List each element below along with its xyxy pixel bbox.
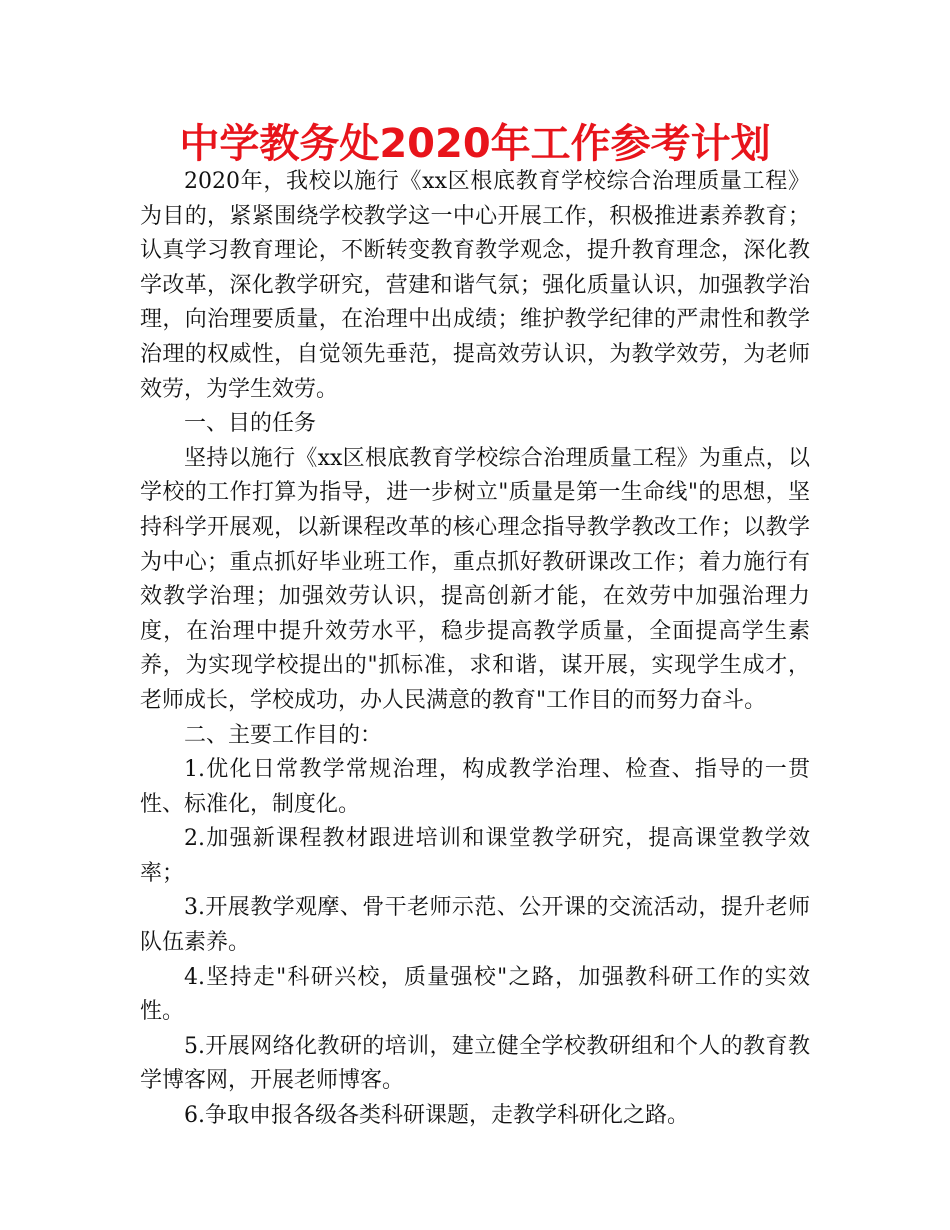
intro-paragraph: 2020年，我校以施行《xx区根底教育学校综合治理质量工程》为目的，紧紧围绕学校教学这一中心开展工作，积极推进素养教育；认真学习教育理论，不断转变教育教学观念，提升教育理念，深化教学改革，深化教学研究，营建和谐气氛；强化质量认识，加强教学治理，向治理要质量，在治理中出成绩；维护教学纪律的严肃性和教学治理的权威性，自觉领先垂范，提高效劳认识，为教学效劳，为老师效劳，为学生效劳。 — [140, 169, 810, 402]
list-item-2: 2.加强新课程教材跟进培训和课堂教学研究，提高课堂教学效率； — [140, 826, 810, 886]
document-body — [140, 165, 810, 1134]
list-item-6: 6.争取申报各级各类科研课题，走教学科研化之路。 — [184, 1103, 689, 1129]
list-item-1: 1.优化日常教学常规治理，构成教学治理、检查、指导的一贯性、标准化，制度化。 — [140, 757, 810, 817]
section-heading-goals: 一、目的任务 — [184, 411, 317, 437]
list-item-4: 4.坚持走"科研兴校，质量强校"之路，加强教科研工作的实效性。 — [140, 964, 810, 1025]
list-item-5: 5.开展网络化教研的培训，建立健全学校教研组和个人的教育教学博客网，开展老师博客。 — [140, 1033, 810, 1094]
goals-paragraph: 坚持以施行《xx区根底教育学校综合治理质量工程》为重点，以学校的工作打算为指导，进一步树立"质量是第一生命线"的思想，坚持科学开展观，以新课程改革的核心理念指导教学教改工作；以教学为中心；重点抓好毕业班工作，重点抓好教研课改工作；着力施行有效教学治理；加强效劳认识，提高创新才能，在效劳中加强治理力度，在治理中提升效劳水平，稳步提高教学质量，全面提高学生素养，为实现学校提出的"抓标准，求和谐，谋开展，实现学生成才，老师成长，学校成功，办人民满意的教育"工作目的而努力奋斗。 — [140, 445, 810, 713]
section-heading-main-goals: 二、主要工作目的： — [184, 722, 383, 748]
list-item-3: 3.开展教学观摩、骨干老师示范、公开课的交流活动，提升老师队伍素养。 — [140, 895, 810, 956]
document-title: 中学教务处2020年工作参考计划 — [179, 121, 771, 167]
